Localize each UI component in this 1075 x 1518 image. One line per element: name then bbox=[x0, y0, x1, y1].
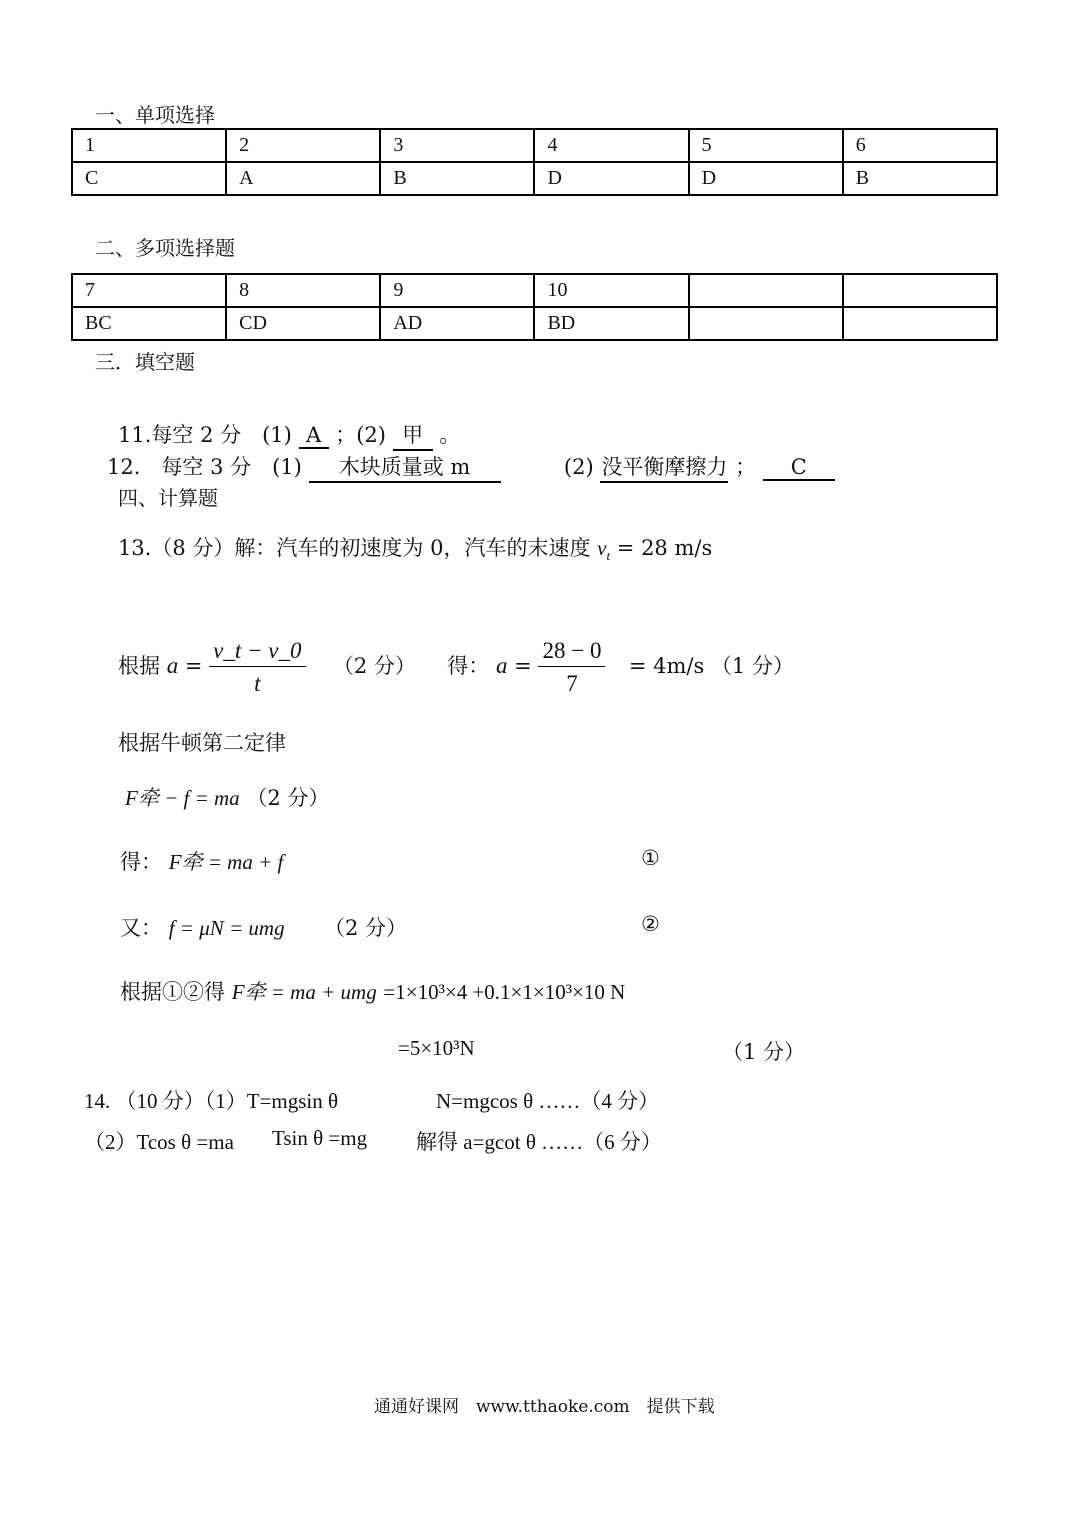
q11-answer1: A bbox=[299, 423, 329, 449]
table-cell: BC bbox=[72, 307, 226, 340]
accel-prefix: 根据 bbox=[118, 654, 160, 678]
q13-intro-text: 13.（8 分）解：汽车的初速度为 0，汽车的末速度 bbox=[118, 536, 591, 560]
section4-heading: 四、计算题 bbox=[118, 486, 218, 510]
table-cell bbox=[689, 274, 843, 307]
table-row bbox=[72, 274, 997, 307]
q12-sep: ； bbox=[735, 455, 757, 479]
q11-end: 。 bbox=[439, 423, 461, 447]
equation: F牵 − f = ma bbox=[125, 786, 240, 810]
accel-formula-fraction bbox=[209, 638, 305, 697]
q14-line2b: Tsin θ =mg bbox=[272, 1126, 368, 1150]
equals-sign-2: = bbox=[514, 654, 532, 678]
newton-law-label: 根据牛顿第二定律 bbox=[118, 731, 286, 755]
fraction-numerator: v_t − v_0 bbox=[209, 638, 305, 667]
fraction-denominator: t bbox=[254, 671, 261, 696]
table-cell: C bbox=[72, 162, 226, 195]
table-row bbox=[72, 307, 997, 340]
table-cell: BD bbox=[534, 307, 688, 340]
table-cell: 10 bbox=[534, 274, 688, 307]
equation: F牵 = ma + f bbox=[168, 850, 284, 874]
table-row bbox=[72, 129, 997, 162]
vt-subscript: t bbox=[606, 548, 611, 563]
equals-sign: = bbox=[184, 654, 203, 678]
q12-line bbox=[107, 451, 835, 483]
table-row bbox=[72, 162, 997, 195]
eq-prefix: 又： bbox=[120, 916, 162, 940]
table-cell: 7 bbox=[72, 274, 226, 307]
table-cell: A bbox=[226, 162, 380, 195]
table-cell: 9 bbox=[380, 274, 534, 307]
q14-line1a: 14. （10 分）（1）T=mgsin θ bbox=[84, 1089, 339, 1113]
section3-heading: 三．填空题 bbox=[95, 350, 195, 374]
q13-accel-line bbox=[118, 638, 794, 697]
q12-prefix: 12. 每空 3 分 (1) bbox=[107, 455, 302, 479]
table-cell: B bbox=[380, 162, 534, 195]
table-cell: 2 bbox=[226, 129, 380, 162]
eq-prefix: 得： bbox=[120, 850, 162, 874]
table-cell: 1 bbox=[72, 129, 226, 162]
table-cell: 4 bbox=[534, 129, 688, 162]
score: （2 分） bbox=[323, 916, 407, 940]
equation: f = μN = umg bbox=[168, 916, 285, 940]
accel-var: a bbox=[166, 653, 179, 678]
eq-prefix: 根据①②得 bbox=[120, 980, 225, 1004]
accel-value-fraction bbox=[538, 638, 605, 697]
score: （2 分） bbox=[246, 786, 330, 810]
q13-intro bbox=[118, 532, 712, 564]
table-cell: AD bbox=[380, 307, 534, 340]
table-cell: D bbox=[689, 162, 843, 195]
table-cell: 6 bbox=[843, 129, 997, 162]
q14-line2a: （2）Tcos θ =ma bbox=[84, 1130, 234, 1154]
multi-choice-table bbox=[71, 273, 998, 341]
q11-answer2: 甲 bbox=[393, 419, 433, 451]
mark-1: ① bbox=[641, 846, 660, 870]
equation: F牵 = ma + umg bbox=[231, 980, 377, 1004]
q12-answer2: 没平衡摩擦力 bbox=[600, 451, 728, 483]
vt-symbol: v bbox=[597, 536, 607, 560]
fraction-denominator: 7 bbox=[566, 671, 578, 696]
q12-answer1: 木块质量或 m bbox=[309, 451, 501, 483]
table-cell: 8 bbox=[226, 274, 380, 307]
accel-var-2: a bbox=[495, 653, 508, 678]
score: （1 分） bbox=[710, 654, 794, 678]
q13-result: =5×10³N bbox=[398, 1036, 475, 1060]
table-cell: B bbox=[843, 162, 997, 195]
q11-mid: ；(2) bbox=[335, 423, 386, 447]
section1-heading: 一、单项选择 bbox=[95, 103, 215, 127]
score: （2 分） bbox=[332, 654, 416, 678]
q11-prefix: 11.每空 2 分 (1) bbox=[118, 423, 292, 447]
q13-eq5-line bbox=[120, 976, 625, 1006]
table-cell: 3 bbox=[380, 129, 534, 162]
q12-answer3: C bbox=[763, 455, 835, 481]
table-cell: 5 bbox=[689, 129, 843, 162]
mark-2: ② bbox=[641, 912, 660, 936]
section2-heading: 二、多项选择题 bbox=[95, 236, 235, 260]
score: （1 分） bbox=[722, 1040, 806, 1064]
fraction-numerator: 28 − 0 bbox=[538, 638, 605, 667]
q14-line1b: N=mgcos θ ……（4 分） bbox=[436, 1089, 660, 1113]
q11-line bbox=[118, 419, 460, 451]
accel-result: = 4m/s bbox=[628, 654, 705, 678]
q13-eq2-line bbox=[125, 782, 329, 812]
de-label: 得： bbox=[447, 654, 490, 678]
table-cell bbox=[843, 274, 997, 307]
equation-rhs: =1×10³×4 +0.1×1×10³×10 N bbox=[383, 980, 626, 1004]
q14-line2c: 解得 a=gcot θ ……（6 分） bbox=[416, 1130, 662, 1154]
single-choice-table bbox=[71, 128, 998, 196]
table-cell bbox=[689, 307, 843, 340]
table-cell bbox=[843, 307, 997, 340]
q12-mid: (2) bbox=[563, 455, 594, 479]
table-cell: D bbox=[534, 162, 688, 195]
q13-eq3-line bbox=[120, 846, 283, 876]
page-footer: 通通好课网 www.tthaoke.com 提供下载 bbox=[374, 1397, 715, 1417]
vt-value: = 28 m/s bbox=[616, 536, 713, 560]
q13-eq4-line bbox=[120, 912, 407, 942]
table-cell: CD bbox=[226, 307, 380, 340]
